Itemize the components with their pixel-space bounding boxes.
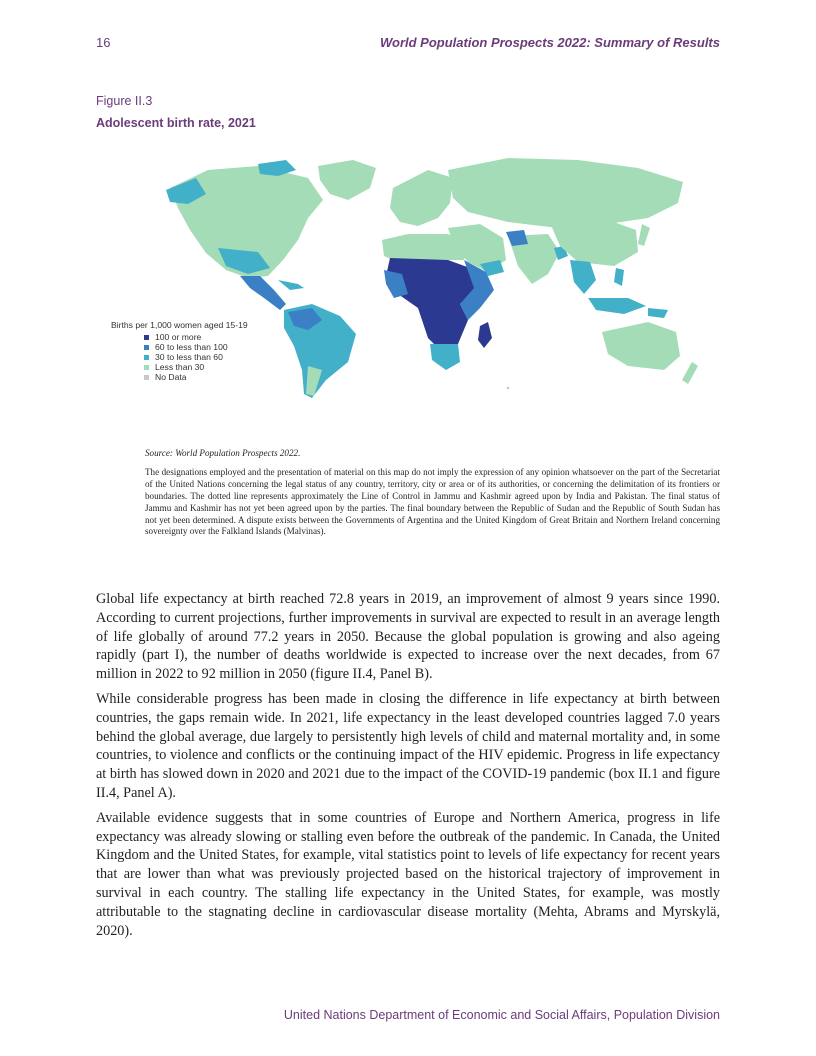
map-region-greenland — [318, 160, 376, 200]
map-legend — [111, 320, 248, 382]
map-region-small-island — [507, 387, 509, 389]
map-region-central-america — [240, 276, 286, 310]
map-region-north-africa — [382, 234, 468, 262]
figure-notes — [145, 448, 720, 538]
legend-item — [111, 332, 248, 342]
body-text — [96, 590, 720, 946]
legend-swatch — [144, 335, 149, 340]
legend-label: No Data — [155, 372, 187, 382]
legend-label: 30 to less than 60 — [155, 352, 223, 362]
legend-swatch — [144, 375, 149, 380]
paragraph: Available evidence suggests that in some countries of Europe and Northern America, progress in life expectancy was already slowing or stalling even before the outbreak of the pandemic. In Canada, the United Kingdom and the United States, for example, vital statistics point to levels of life expectancy for recent years that are lower than what was previously projected based on the historical trajectory of improvement in survival in each country. The stalling life expectancy in the United States, for example, was mostly attributable to the stagnating decline in cardiovascular disease mortality (Mehta, Abrams and Myrskylä, 2020). — [96, 809, 720, 939]
paragraph: Global life expectancy at birth reached 72.8 years in 2019, an improvement of almost 9 years since 1990. According to current projections, further improvements in survival are expected to result in an average length of life globally of around 77.2 years in 2050. Because the global population is growing and also ageing rapidly (part I), the number of deaths worldwide is expected to increase over the next decades, from 67 million in 2022 to 92 million in 2050 (figure II.4, Panel B). — [96, 591, 720, 683]
map-region-caribbean — [278, 280, 304, 290]
legend-label: 100 or more — [155, 332, 202, 342]
map-region-southern-africa — [430, 344, 460, 370]
figure-title: Adolescent birth rate, 2021 — [96, 116, 256, 130]
legend-swatch — [144, 345, 149, 350]
figure-source: Source: World Population Prospects 2022. — [145, 448, 301, 458]
legend-item — [111, 352, 248, 362]
map-region-east-asia — [548, 218, 638, 266]
map-region-arctic-islands — [258, 160, 296, 176]
legend-title: Births per 1,000 women aged 15-19 — [111, 320, 248, 330]
map-region-japan — [638, 224, 650, 246]
legend-label: 60 to less than 100 — [155, 342, 228, 352]
legend-item — [111, 362, 248, 372]
page-footer: United Nations Department of Economic and Social Affairs, Population Division — [283, 1008, 720, 1022]
map-region-papua-new-guinea — [648, 308, 668, 318]
map-region-se-asia-islands — [588, 298, 646, 314]
map-region-philippines — [614, 268, 624, 286]
map-region-afghanistan — [506, 230, 528, 246]
legend-label: Less than 30 — [155, 362, 205, 372]
map-region-europe — [390, 170, 453, 226]
legend-swatch — [144, 355, 149, 360]
legend-swatch — [144, 365, 149, 370]
map-region-north-asia — [448, 158, 683, 228]
paragraph: While considerable progress has been made in closing the difference in life expectancy at birth between countries, the gaps remain wide. In 2021, life expectancy in the least developed countries lagged 7.0 years behind the global average, due largely to persistently high levels of child and maternal mortality and, in some countries, to violence and conflicts or the continuing impact of the HIV epidemic. Progress in life expectancy at birth has slowed down in 2020 and 2021 due to the impact of the COVID-19 pandemic (box II.1 and figure II.4, Panel A). — [96, 690, 720, 801]
page-number: 16 — [96, 35, 111, 50]
legend-item — [111, 342, 248, 352]
running-title: World Population Prospects 2022: Summary of Results — [379, 35, 720, 50]
figure-disclaimer: The designations employed and the presentation of material on this map do not imply the expression of any opinion whatsoever on the part of the Secretariat of the United Nations concerning the legal status of any country, territory, city or area or of its authorities, or concerning the delimitation of its frontiers or boundaries. The dotted line represents approximately the Line of Control in Jammu and Kashmir agreed upon by India and Pakistan. The final status of Jammu and Kashmir has not yet been agreed upon by the parties. The final boundary between the Republic of Sudan and the Republic of South Sudan has not yet been determined. A dispute exists between the Governments of Argentina and the United Kingdom of Great Britain and Northern Ireland concerning sovereignty over the Falkland Islands (Malvinas). — [145, 466, 720, 537]
figure-label: Figure II.3 — [96, 94, 153, 108]
map-region-mainland-se-asia — [570, 260, 596, 294]
map-region-new-zealand — [682, 362, 698, 384]
map-region-madagascar — [478, 322, 492, 348]
map-region-australia — [602, 322, 680, 370]
legend-item — [111, 372, 248, 382]
